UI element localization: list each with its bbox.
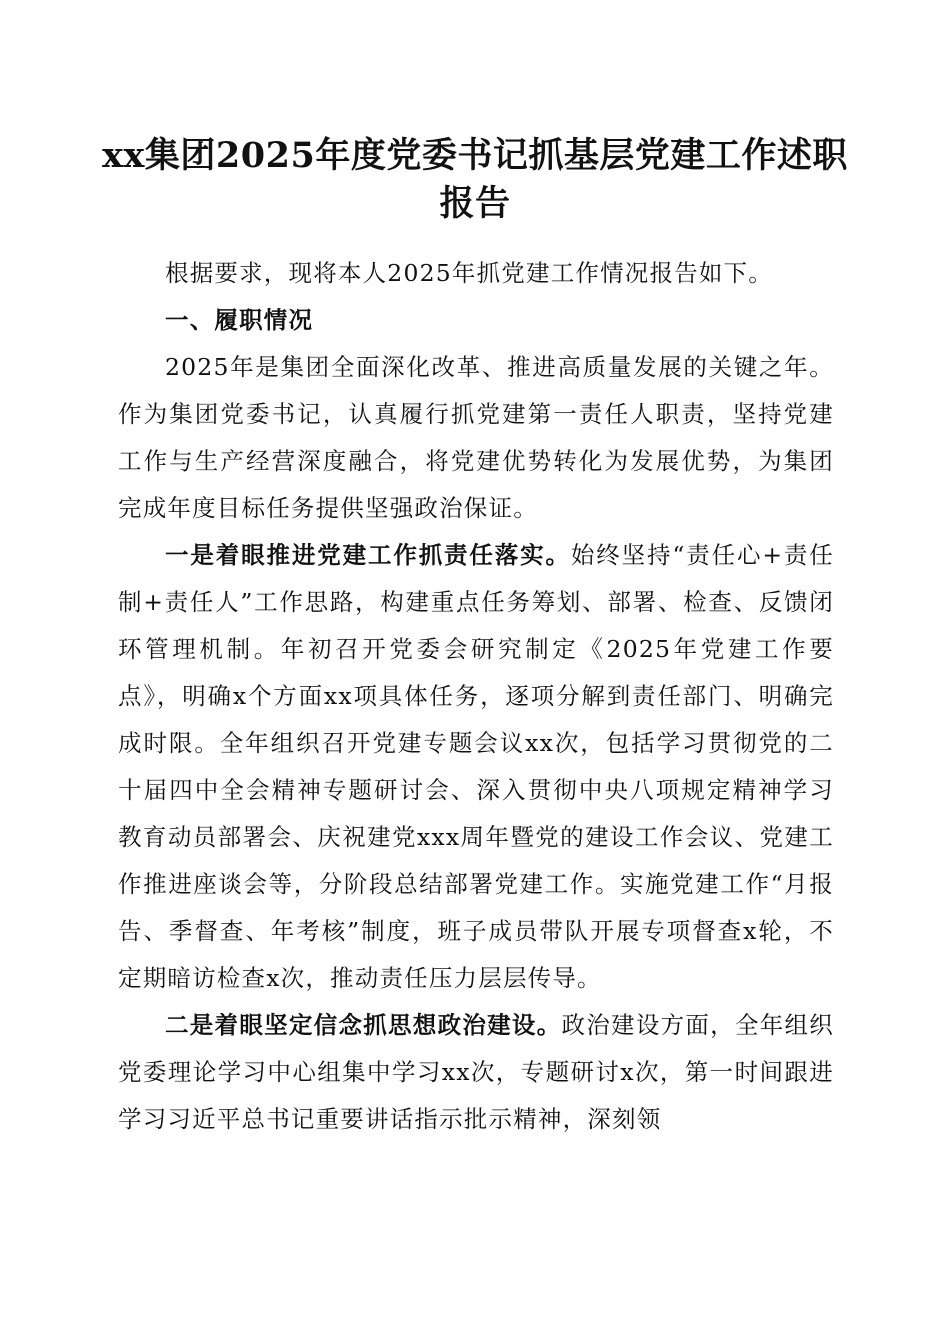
paragraph-overview: 2025年是集团全面深化改革、推进高质量发展的关键之年。作为集团党委书记，认真履行抓党建第一责任人职责，坚持党建工作与生产经营深度融合，将党建优势转化为发展优势，为集团完成年度目标任务提供坚强政治保证。 xyxy=(118,353,834,522)
paragraph-item-2 xyxy=(118,1002,834,1143)
item-1-text: 始终坚持“责任心+责任制+责任人”工作思路，构建重点任务筹划、部署、检查、反馈闭环管理机制。年初召开党委会研究制定《2025年党建工作要点》，明确x个方面xx项具体任务，逐项分解到责任部门、明确完成时限。全年组织召开党建专题会议xx次，包括学习贯彻党的二十届四中全会精神专题研讨会、深入贯彻中央八项规定精神学习教育动员部署会、庆祝建党xxx周年暨党的建设工作会议、党建工作推进座谈会等，分阶段总结部署党建工作。实施党建工作“月报告、季督查、年考核”制度，班子成员带队开展专项督查x轮，不定期暗访检查x次，推动责任压力层层传导。 xyxy=(118,541,834,992)
paragraph-item-1 xyxy=(118,532,834,1002)
document-body xyxy=(118,250,834,1143)
item-1-lead: 一是着眼推进党建工作抓责任落实。 xyxy=(165,541,571,569)
document-title: xx集团2025年度党委书记抓基层党建工作述职报告 xyxy=(102,135,848,224)
item-2-lead: 二是着眼坚定信念抓思想政治建设。 xyxy=(165,1011,562,1039)
intro-paragraph: 根据要求，现将本人2025年抓党建工作情况报告如下。 xyxy=(165,259,774,287)
section-heading: 一、履职情况 xyxy=(165,306,314,334)
item-2-text: 政治建设方面，全年组织党委理论学习中心组集中学习xx次，专题研讨x次，第一时间跟进学习习近平总书记重要讲话指示批示精神，深刻领 xyxy=(118,1011,835,1133)
